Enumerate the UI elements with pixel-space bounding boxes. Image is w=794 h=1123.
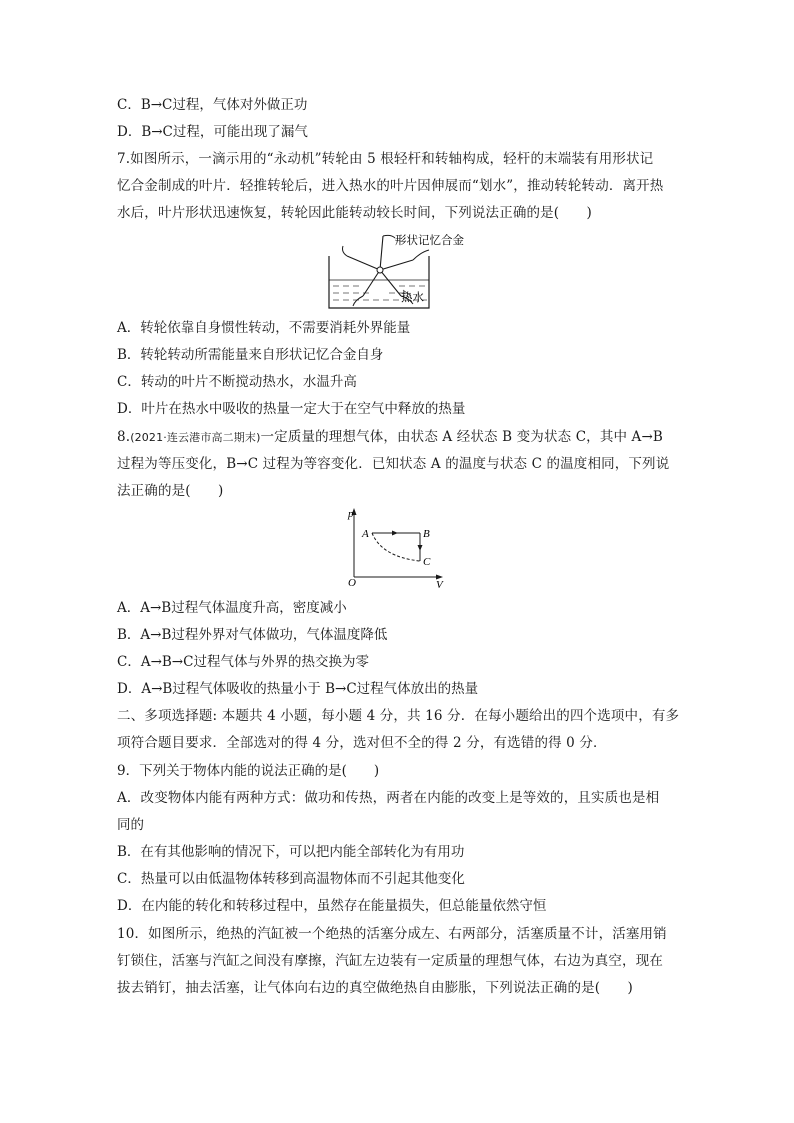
section-2-heading-line-1: 二、多项选择题: 本题共 4 小题，每小题 4 分，共 16 分．在每小题给出的四个选项中，有多 [117,708,680,724]
q7-option-a: A．转轮依靠自身惯性转动，不需要消耗外界能量 [117,320,411,336]
q8-number: 8. [117,429,131,445]
p-axis-label: p [348,508,354,520]
q7-stem-line-3: 水后，叶片形状迅速恢复，转轮因此能转动较长时间，下列说法正确的是( ) [117,205,592,221]
water-label: 热水 [401,292,424,304]
q9-option-c: C．热量可以由低温物体转移到高温物体而不引起其他变化 [117,871,465,887]
q8-stem-line-1 [117,427,687,448]
q8-option-c: C．A→B→C过程气体与外界的热交换为零 [117,654,369,670]
q10-stem-line-1: 10．如图所示，绝热的汽缸被一个绝热的活塞分成左、右两部分，活塞质量不计，活塞用销 [117,926,667,942]
q8-option-b: B．A→B过程外界对气体做功，气体温度降低 [117,627,388,643]
q9-option-d: D．在内能的转化和转移过程中，虽然存在能量损失，但总能量依然守恒 [117,898,547,914]
q7-stem-line-2: 忆合金制成的叶片．轻推转轮后，进入热水的叶片因伸展而“划水”，推动转轮转动．离开热 [117,178,664,194]
q8-option-a: A．A→B过程气体温度升高，密度减小 [117,600,347,616]
q8-pv-graph [340,505,450,590]
b-to-c-arrow [418,545,423,551]
q9-option-a-line-1: A．改变物体内能有两种方式：做功和传热，两者在内能的改变上是等效的，且实质也是相 [117,790,660,806]
q9-stem: 9．下列关于物体内能的说法正确的是( ) [117,763,380,779]
axle [377,267,383,273]
q6-option-c: C．B→C过程，气体对外做正功 [117,97,308,113]
q7-figure-wheel [325,230,475,312]
q7-option-c: C．转动的叶片不断搅动热水，水温升高 [117,374,357,390]
q10-stem-line-2: 钉锁住，活塞与汽缸之间没有摩擦，汽缸左边装有一定质量的理想气体，右边为真空，现在 [117,953,663,969]
q8-stem-line-2: 过程为等压变化，B→C 过程为等容变化．已知状态 A 的温度与状态 C 的温度相同，下列说 [117,456,670,472]
q6-option-d: D．B→C过程，可能出现了漏气 [117,124,308,140]
q9-option-a-line-2: 同的 [117,817,144,833]
point-b-label: B [423,528,430,540]
v-axis-label: V [436,579,443,590]
section-2-heading-line-2: 项符合题目要求．全部选对的得 4 分，选对但不全的得 2 分，有选错的得 0 分． [117,735,607,751]
q7-option-d: D．叶片在热水中吸收的热量一定大于在空气中释放的热量 [117,401,466,417]
origin-label: O [348,577,356,589]
q10-stem-line-3: 拔去销钉，抽去活塞，让气体向右边的真空做绝热自由膨胀，下列说法正确的是( ) [117,980,633,996]
alloy-label: 形状记忆合金 [395,235,464,247]
q7-stem-line-1: 7.如图所示，一滴示用的“永动机”转轮由 5 根轻杆和转轴构成，轻杆的末端装有用形状记 [117,151,654,167]
q8-source: (2021·连云港市高二期末) [130,431,261,444]
point-c-label: C [423,556,431,568]
q8-stem-line-1-rest: 一定质量的理想气体，由状态 A 经状态 B 变为状态 C，其中 A→B [260,429,663,445]
q8-stem-line-3: 法正确的是( ) [117,483,224,499]
q8-option-d: D．A→B过程气体吸收的热量小于 B→C过程气体放出的热量 [117,681,479,697]
point-a-label: A [362,528,369,540]
q7-option-b: B．转轮转动所需能量来自形状记忆合金自身 [117,347,384,363]
isotherm-curve [372,533,420,561]
a-to-b-arrow [392,531,398,536]
q9-option-b: B．在有其他影响的情况下，可以把内能全部转化为有用功 [117,844,465,860]
